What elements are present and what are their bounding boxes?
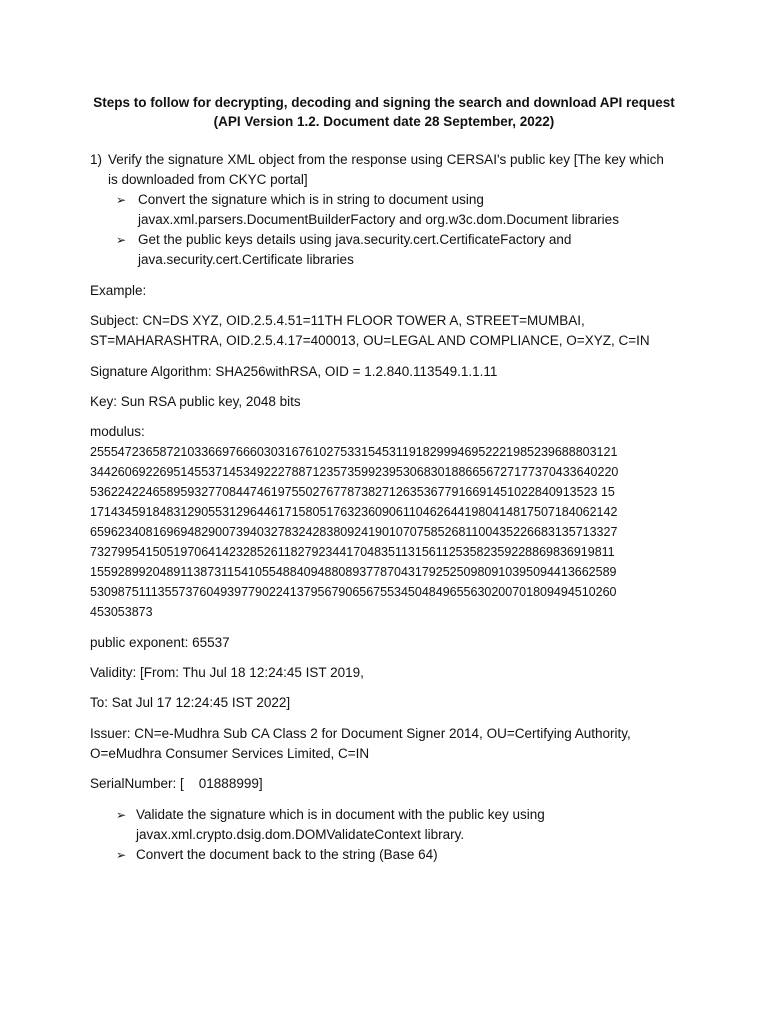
- arrow-bullet-icon: ➢: [116, 808, 127, 822]
- modulus-line: 1559289920489113873115410554884094880893778704317925250980910395094413662589: [90, 565, 617, 579]
- example-label: Example:: [90, 283, 147, 298]
- modulus-line: 5309875111355737604939779022413795679065675534504849655630200701809494510260: [90, 585, 617, 599]
- bullet2-line1: Get the public keys details using java.security.cert.CertificateFactory and: [138, 232, 572, 247]
- arrow-bullet-icon: ➢: [116, 233, 127, 247]
- public-exponent: public exponent: 65537: [90, 635, 230, 650]
- bullet1-line1: Convert the signature which is in string to document using: [138, 192, 484, 207]
- modulus-line: 1714345918483129055312964461715805176323609061104626441980414817507184062142: [90, 505, 618, 519]
- step-number: 1): [90, 152, 103, 167]
- document-title-line2: (API Version 1.2. Document date 28 September, 2022): [213, 114, 555, 129]
- final-bullet1-line1: Validate the signature which is in document with the public key using: [136, 807, 545, 822]
- modulus-line: 6596234081696948290073940327832428380924190107075852681100435226683135713327: [90, 525, 618, 539]
- subject-line1: Subject: CN=DS XYZ, OID.2.5.4.51=11TH FLOOR TOWER A, STREET=MUMBAI,: [90, 313, 585, 328]
- final-bullet2-line1: Convert the document back to the string (Base 64): [136, 847, 438, 862]
- arrow-bullet-icon: ➢: [116, 848, 127, 862]
- modulus-line: 5362242246589593277084474619755027677873827126353677916691451022840913523 15: [90, 485, 615, 499]
- modulus-line: 2555472365872103366976660303167610275331545311918299946952221985239688803121: [90, 445, 618, 459]
- step1-text-line1: Verify the signature XML object from the response using CERSAI's public key [The key which: [108, 152, 664, 167]
- modulus-line: 3442606922695145537145349222788712357359923953068301886656727177370433640220: [90, 465, 619, 479]
- bullet1-line2: javax.xml.parsers.DocumentBuilderFactory and org.w3c.dom.Document libraries: [138, 212, 619, 227]
- validity-from: Validity: [From: Thu Jul 18 12:24:45 IST 2019,: [90, 665, 364, 680]
- document-title-line1: Steps to follow for decrypting, decoding and signing the search and download API request: [93, 95, 675, 110]
- step1-text-line2: is downloaded from CKYC portal]: [108, 172, 308, 187]
- key-info: Key: Sun RSA public key, 2048 bits: [90, 394, 301, 409]
- final-bullet1-line2: javax.xml.crypto.dsig.dom.DOMValidateContext library.: [136, 827, 465, 842]
- arrow-bullet-icon: ➢: [116, 193, 127, 207]
- subject-line2: ST=MAHARASHTRA, OID.2.5.4.17=400013, OU=LEGAL AND COMPLIANCE, O=XYZ, C=IN: [90, 333, 650, 348]
- issuer-line1: Issuer: CN=e-Mudhra Sub CA Class 2 for Document Signer 2014, OU=Certifying Authority,: [90, 726, 631, 741]
- issuer-line2: O=eMudhra Consumer Services Limited, C=IN: [90, 746, 370, 761]
- modulus-line: 453053873: [90, 605, 153, 619]
- signature-algorithm: Signature Algorithm: SHA256withRSA, OID = 1.2.840.113549.1.1.11: [90, 364, 498, 379]
- validity-to: To: Sat Jul 17 12:24:45 IST 2022]: [90, 695, 291, 710]
- modulus-line: 7327995415051970641423285261182792344170483511315611253582359228869836919811: [90, 545, 615, 559]
- serial-number: SerialNumber: [ 01888999]: [90, 776, 263, 791]
- modulus-label: modulus:: [90, 424, 145, 439]
- bullet2-line2: java.security.cert.Certificate libraries: [138, 252, 354, 267]
